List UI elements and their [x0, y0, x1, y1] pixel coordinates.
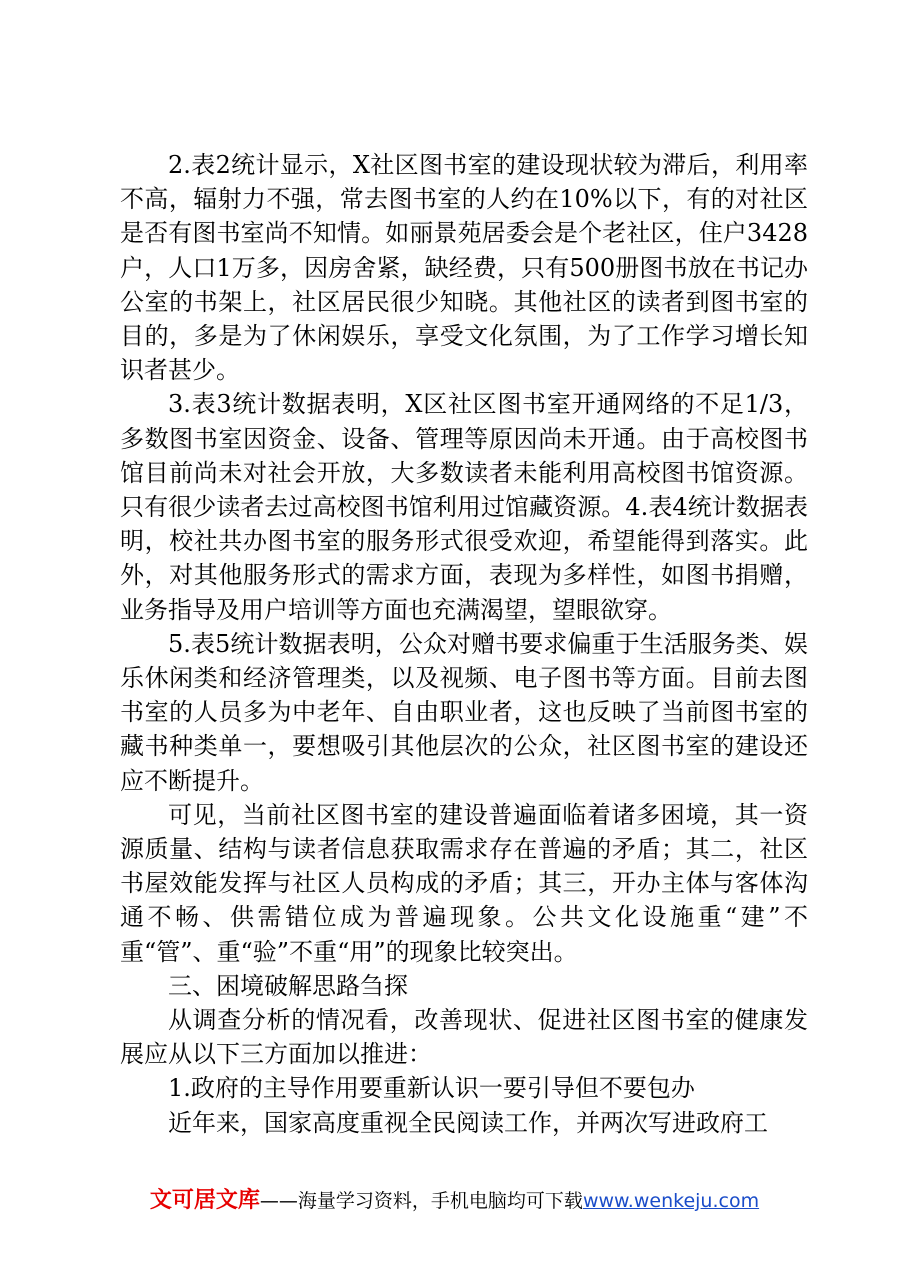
paragraph-recent-years: 近年来，国家高度重视全民阅读工作，并两次写进政府工: [168, 1108, 768, 1137]
paragraph-summary: 可见，当前社区图书室的建设普遍面临着诸多困境，其一资源质量、结构与读者信息获取需求存在普遍的矛盾；其二，社区书屋效能发挥与社区人员构成的矛盾；其三，开办主体与客体沟通不畅、供需错位成为普遍现象。公共文化设施重“建”不重“管”、重“验”不重“用”的现象比较突出。: [120, 800, 808, 966]
paragraph-intro: 从调查分析的情况看，改善现状、促进社区图书室的健康发展应从以下三方面加以推进：: [120, 1006, 808, 1069]
document-body: [120, 148, 808, 1140]
subheading-government-role: 1.政府的主导作用要重新认识一要引导但不要包办: [168, 1074, 695, 1103]
footer-brand: 文可居文库: [149, 1188, 260, 1213]
paragraph-table3-4: 3.表3统计数据表明，X区社区图书室开通网络的不足1/3，多数图书室因资金、设备、管理等原因尚未开通。由于高校图书馆目前尚未对社会开放，大多数读者未能利用高校图书馆资源。只有很少读者去过高校图书馆利用过馆藏资源。4.表4统计数据表明，校社共办图书室的服务形式很受欢迎，希望能得到落实。此外，对其他服务形式的需求方面，表现为多样性，如图书捐赠，业务指导及用户培训等方面也充满渴望，望眼欲穿。: [120, 390, 808, 624]
footer-slogan: ——海量学习资料，手机电脑均可下载: [259, 1190, 583, 1212]
paragraph-table5: 5.表5统计数据表明，公众对赠书要求偏重于生活服务类、娱乐休闲类和经济管理类，以及视频、电子图书等方面。目前去图书室的人员多为中老年、自由职业者，这也反映了当前图书室的藏书种类单一，要想吸引其他层次的公众，社区图书室的建设还应不断提升。: [120, 629, 808, 795]
paragraph-table2: 2.表2统计显示，X社区图书室的建设现状较为滞后，利用率不高，辐射力不强，常去图书室的人约在10%以下，有的对社区是否有图书室尚不知情。如丽景苑居委会是个老社区，住户3428户，人口1万多，因房舍紧，缺经费，只有500册图书放在书记办公室的书架上，社区居民很少知晓。其他社区的读者到图书室的目的，多是为了休闲娱乐，享受文化氛围，为了工作学习增长知识者甚少。: [120, 151, 808, 385]
section-heading: 三、困境破解思路刍探: [168, 971, 408, 1000]
footer-url-link[interactable]: www.wenkeju.com: [582, 1190, 760, 1212]
footer-banner: [0, 1183, 909, 1214]
